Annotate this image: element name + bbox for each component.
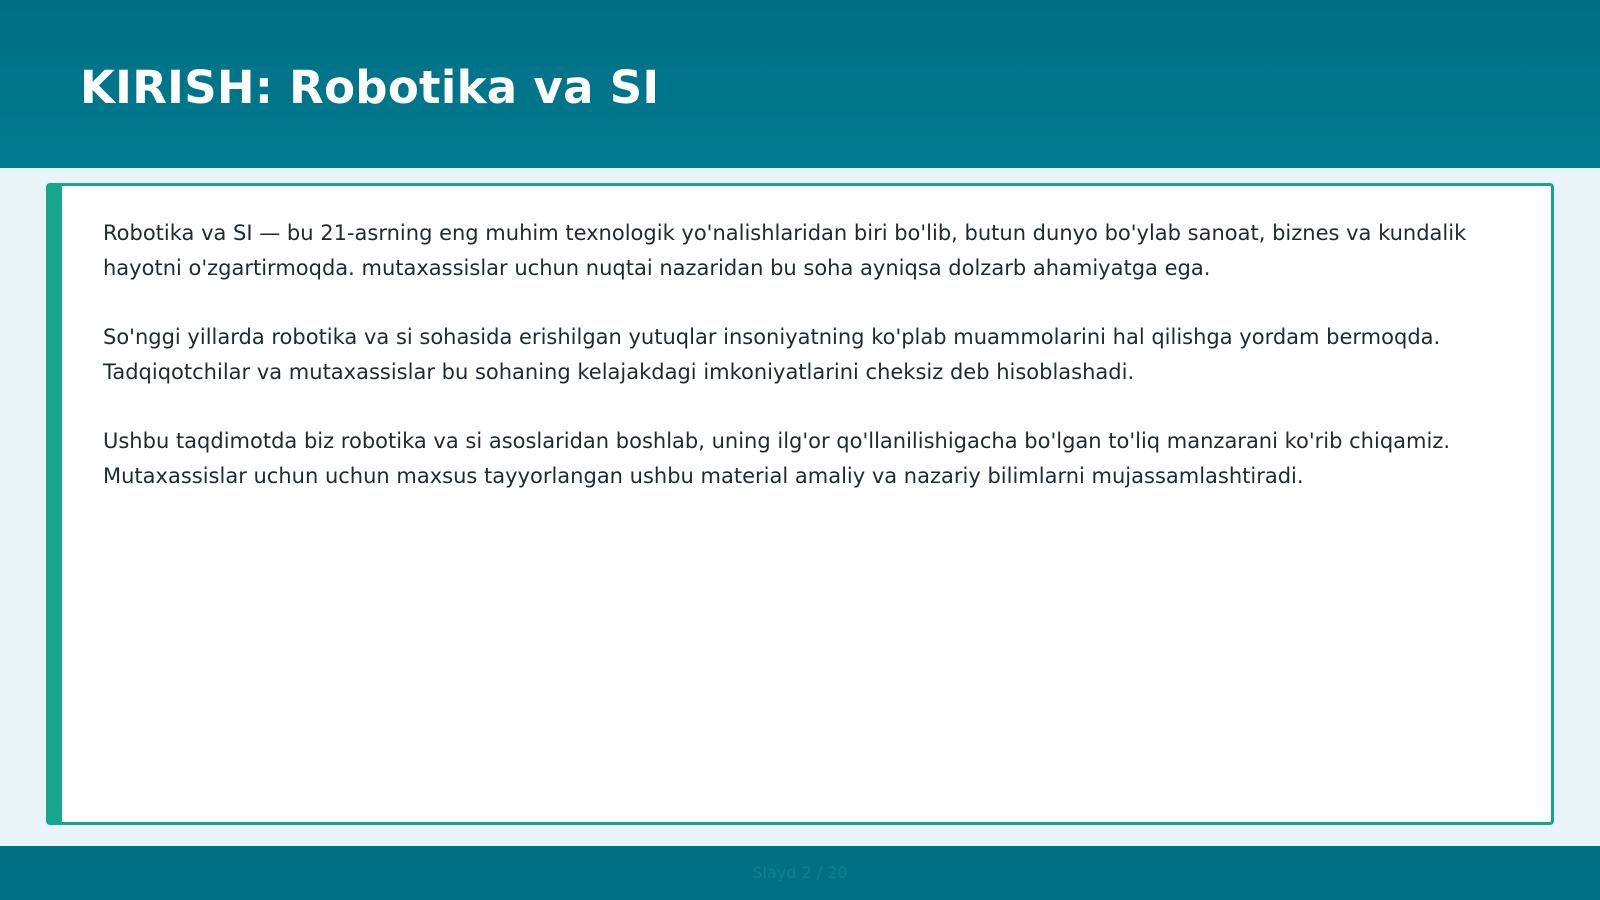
content-body	[103, 216, 1513, 528]
slide-header	[0, 0, 1600, 168]
content-card	[46, 183, 1554, 825]
slide-number: Slayd 2 / 20	[752, 863, 848, 882]
paragraph-achievements: So'nggi yillarda robotika va si sohasida erishilgan yutuqlar insoniyatning ko'plab muammolarini hal qilishga yordam bermoqda. Tadqiqotchilar va mutaxassislar bu sohaning kelajakdagi imkoniyatlarini cheksiz deb hisoblashadi.	[103, 325, 1441, 384]
paragraph-intro: Robotika va SI — bu 21-asrning eng muhim texnologik yo'nalishlaridan biri bo'lib, butun dunyo bo'ylab sanoat, biznes va kundalik hayotni o'zgartirmoqda. mutaxassislar uchun nuqtai nazaridan bu soha ayniqsa dolzarb ahamiyatga ega.	[103, 221, 1467, 280]
slide-footer	[0, 846, 1600, 900]
paragraph-overview: Ushbu taqdimotda biz robotika va si asoslaridan boshlab, uning ilg'or qo'llanilishigacha bo'lgan to'liq manzarani ko'rib chiqamiz. Mutaxassislar uchun uchun maxsus tayyorlangan ushbu material amaliy va nazariy bilimlarni mujassamlashtiradi.	[103, 429, 1451, 488]
slide-title: KIRISH: Robotika va SI	[80, 61, 660, 114]
